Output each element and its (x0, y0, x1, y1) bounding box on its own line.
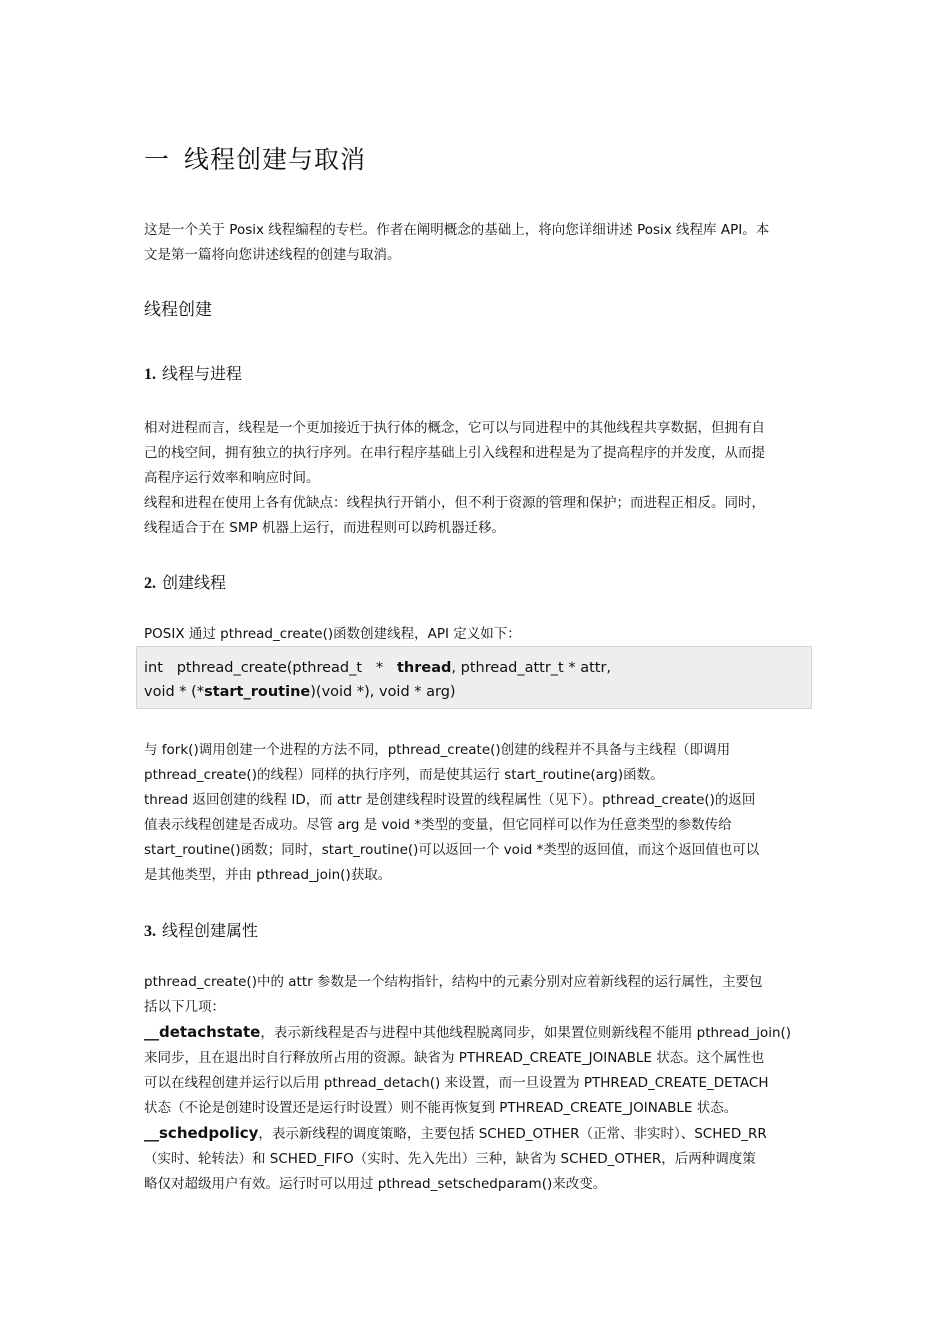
paragraph-line (144, 1121, 812, 1147)
subsection-heading-1 (144, 361, 242, 384)
section1-paragraph (144, 416, 812, 541)
code-line (144, 680, 811, 704)
code-line (144, 656, 811, 680)
subsection-heading-2 (144, 570, 226, 593)
paragraph-line: 来同步，且在退出时自行释放所占用的资源。缺省为 PTHREAD_CREATE_JOINABLE 状态。这个属性也 (144, 1050, 765, 1066)
code-text: int pthread_create(pthread_t * (144, 660, 397, 676)
title-number: 一 (144, 145, 171, 174)
intro-paragraph (144, 218, 812, 268)
intro-line: 文是第一篇将向您讲述线程的创建与取消。 (144, 247, 401, 263)
section2-paragraph (144, 738, 812, 888)
subsection-title: 线程与进程 (162, 364, 243, 383)
title-text: 线程创建与取消 (184, 145, 367, 174)
paragraph-line (144, 1020, 812, 1046)
code-text: , pthread_attr_t * attr, (451, 660, 612, 676)
paragraph-line: pthread_create()的线程）同样的执行序列，而是使其运行 start_routine(arg)函数。 (144, 767, 664, 783)
paragraph-line: 值表示线程创建是否成功。尽管 arg 是 void *类型的变量，但它同样可以作为任意类型的参数传给 (144, 817, 732, 833)
page-title (144, 140, 366, 176)
section-heading: 线程创建 (144, 300, 212, 320)
paragraph-line: 相对进程而言，线程是一个更加接近于执行体的概念，它可以与同进程中的其他线程共享数据，但拥有自 (144, 420, 765, 436)
paragraph-text: ，表示新线程是否与进程中其他线程脱离同步，如果置位则新线程不能用 pthread_join() (260, 1025, 792, 1041)
paragraph-line: 己的栈空间，拥有独立的执行序列。在串行程序基础上引入线程和进程是为了提高程序的并发度，从而提 (144, 445, 765, 461)
api-intro (144, 622, 812, 647)
term-schedpolicy: __schedpolicy (144, 1124, 259, 1142)
paragraph-line: POSIX 通过 pthread_create()函数创建线程，API 定义如下： (144, 626, 521, 642)
paragraph-line: 可以在线程创建并运行以后用 pthread_detach() 来设置，而一旦设置为 PTHREAD_CREATE_DETACH (144, 1075, 769, 1091)
code-param-thread: thread (396, 660, 452, 676)
paragraph-line: start_routine()函数；同时，start_routine()可以返回一个 void *类型的返回值，而这个返回值也可以 (144, 842, 760, 858)
paragraph-line: 括以下几项： (144, 999, 225, 1015)
paragraph-line: 与 fork()调用创建一个进程的方法不同，pthread_create()创建的线程并不具备与主线程（即调用 (144, 742, 731, 758)
paragraph-line: （实时、轮转法）和 SCHED_FIFO（实时、先入先出）三种，缺省为 SCHED_OTHER，后两种调度策 (144, 1151, 756, 1167)
paragraph-line: 线程适合于在 SMP 机器上运行，而进程则可以跨机器迁移。 (144, 520, 505, 536)
paragraph-line: thread 返回创建的线程 ID，而 attr 是创建线程时设置的线程属性（见下）。pthread_create()的返回 (144, 792, 756, 808)
subsection-number: 3. (144, 923, 156, 940)
subsection-number: 2. (144, 575, 156, 592)
paragraph-line: 略仅对超级用户有效。运行时可以用过 pthread_setschedparam()来改变。 (144, 1176, 607, 1192)
subsection-title: 创建线程 (162, 573, 227, 592)
subsection-number: 1. (144, 366, 156, 383)
term-detachstate: __detachstate (144, 1023, 261, 1041)
section3-paragraph (144, 970, 812, 1197)
code-text: void * (* (144, 684, 205, 700)
paragraph-line: 高程序运行效率和响应时间。 (144, 470, 320, 486)
intro-line: 这是一个关于 Posix 线程编程的专栏。作者在阐明概念的基础上，将向您详细讲述 Posix 线程库 API。本 (144, 222, 770, 238)
paragraph-line: pthread_create()中的 attr 参数是一个结构指针，结构中的元素分别对应着新线程的运行属性，主要包 (144, 974, 763, 990)
paragraph-text: ，表示新线程的调度策略，主要包括 SCHED_OTHER（正常、非实时）、SCHED_RR (258, 1126, 767, 1142)
subsection-title: 线程创建属性 (162, 921, 259, 940)
subsection-heading-3 (144, 918, 258, 941)
code-text: )(void *), void * arg) (310, 684, 456, 700)
paragraph-line: 状态（不论是创建时设置还是运行时设置）则不能再恢复到 PTHREAD_CREATE_JOINABLE 状态。 (144, 1100, 738, 1116)
code-param-start-routine: start_routine (204, 684, 311, 700)
paragraph-line: 线程和进程在使用上各有优缺点：线程执行开销小，但不利于资源的管理和保护；而进程正相反。同时， (144, 495, 765, 511)
code-block (136, 646, 812, 709)
paragraph-line: 是其他类型，并由 pthread_join()获取。 (144, 867, 392, 883)
